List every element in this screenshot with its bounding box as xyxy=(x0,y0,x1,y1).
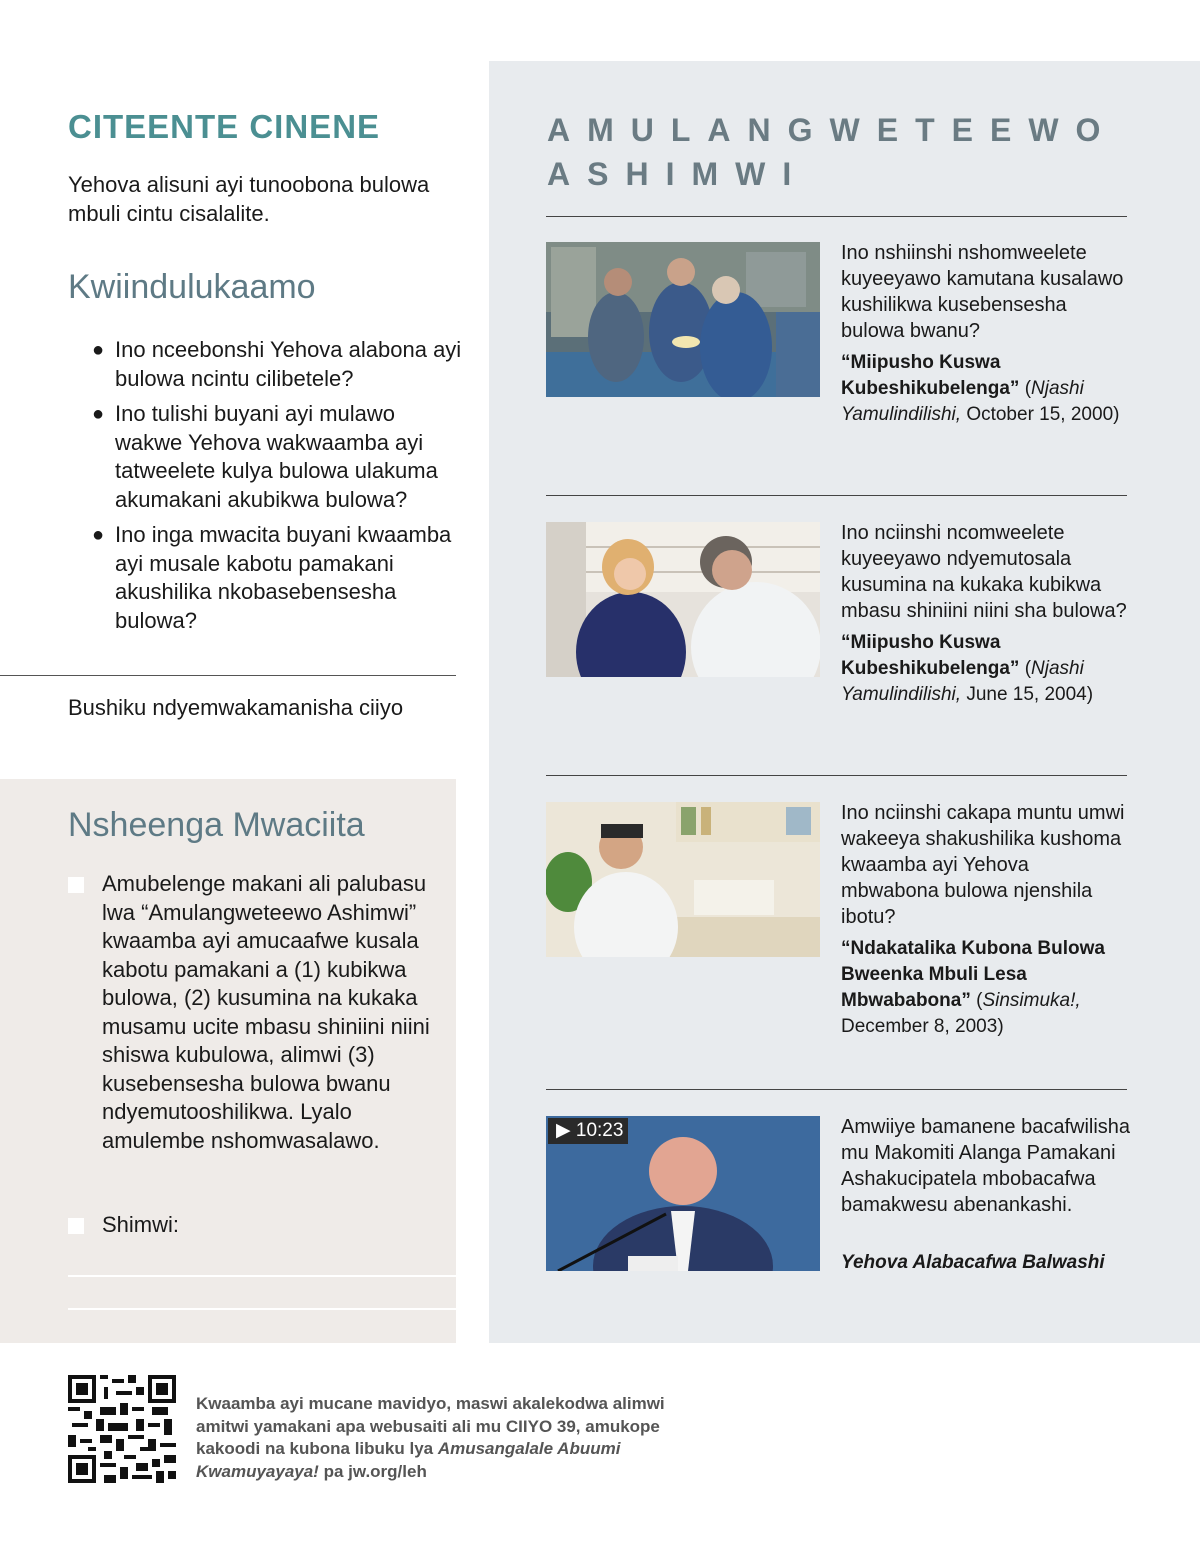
qr-code-icon[interactable] xyxy=(68,1375,176,1483)
writing-line[interactable] xyxy=(68,1308,456,1310)
list-item xyxy=(92,400,462,514)
checkbox[interactable] xyxy=(68,1218,84,1234)
writing-line[interactable] xyxy=(68,1275,456,1277)
ref-question: Amwiiye bamanene bacafwilisha mu Makomiti Alanga Pamakani Ashakucipatela mbobacafwa bamakwesu abenankashi. xyxy=(841,1116,1131,1216)
footer-note xyxy=(196,1393,696,1483)
divider xyxy=(546,1089,1127,1090)
ref-date: June 15, 2004) xyxy=(966,684,1094,705)
surgery-photo xyxy=(546,242,820,397)
ref-publication: Njashi Yamulindilishi, xyxy=(841,658,1084,705)
ref-source: “Miipusho Kuswa Kubeshikubelenga” (Njashi Yamulindilishi, June 15, 2004) xyxy=(841,632,1094,705)
goal-item xyxy=(68,870,438,1155)
review-questions xyxy=(92,336,462,642)
bullet-icon: ● xyxy=(92,524,105,546)
list-item xyxy=(92,336,462,393)
divider xyxy=(0,675,456,676)
divider xyxy=(546,216,1127,217)
summary-heading: CITEENTE CINENE xyxy=(68,108,381,145)
more-heading: AMULANGWETEEWO ASHIMWI xyxy=(547,112,1118,192)
checkbox[interactable] xyxy=(68,877,84,893)
divider xyxy=(546,775,1127,776)
completion-date-label: Bushiku ndyemwakamanisha ciiyo xyxy=(68,695,404,720)
goal-item-text: Shimwi: xyxy=(102,1212,180,1237)
ref-publication: Sinsimuka!, xyxy=(982,990,1081,1011)
ref-source: “Miipusho Kuswa Kubeshikubelenga” (Njashi Yamulindilishi, October 15, 2000) xyxy=(841,352,1120,425)
ref-title[interactable]: Yehova Alabacafwa Balwashi xyxy=(841,1252,1105,1273)
goal-item xyxy=(68,1211,438,1240)
ref-source: “Ndakatalika Kubona Bulowa Bweenka Mbuli Lesa Mbwababona” (Sinsimuka!, December 8, 2003) xyxy=(841,938,1105,1037)
ref-question: Ino nciinshi cakapa muntu umwi wakeeya shakushilika kushoma kwaamba ayi Yehova mbwabona bulowa njenshila ibotu? xyxy=(841,802,1125,928)
book-title: Amusangalale Abuumi Kwamuyayaya! xyxy=(196,1439,621,1481)
review-question: Ino inga mwacita buyani kwaamba ayi musale kabotu pamakani akushilika nkobasebensesha bulowa? xyxy=(115,522,452,633)
ref-title[interactable]: “Miipusho Kuswa Kubeshikubelenga” xyxy=(841,632,1020,679)
goal-heading: Nsheenga Mwaciita xyxy=(68,806,365,844)
ref-source xyxy=(841,1250,1131,1276)
review-question: Ino tulishi buyani ayi mulawo wakwe Yehova wakwaamba ayi tatweelete kulya bulowa ulakuma akumakani akubikwa bulowa? xyxy=(115,401,438,512)
doctor-desk-photo xyxy=(546,802,820,957)
ref-title[interactable]: “Ndakatalika Kubona Bulowa Bweenka Mbuli Lesa Mbwababona” xyxy=(841,938,1105,1011)
video-duration-badge[interactable]: ▶ 10:23 xyxy=(548,1118,628,1144)
bullet-icon: ● xyxy=(92,339,105,361)
doctor-consultation-photo xyxy=(546,522,820,677)
list-item xyxy=(92,521,462,635)
ref-question: Ino nciinshi ncomweelete kuyeeyawo ndyemutosala kusumina na kukaka kubikwa mbasu shiniini niini sha bulowa? xyxy=(841,522,1127,622)
footer-text: Kwaamba ayi mucane mavidyo, maswi akalekodwa alimwi amitwi yamakani apa webusaiti ali mu CIIYO 39, amukope kakoodi na kubona libuku lya xyxy=(196,1394,665,1458)
ref-question: Ino nshiinshi nshomweelete kuyeeyawo kamutana kusalawo kushilikwa kusebensesha bulowa bwanu? xyxy=(841,242,1124,342)
ref-date: December 8, 2003) xyxy=(841,1016,1004,1037)
divider xyxy=(546,495,1127,496)
summary-text: Yehova alisuni ayi tunoobona bulowa mbuli cintu cisalalite. xyxy=(68,172,430,226)
bullet-icon: ● xyxy=(92,403,105,425)
review-heading: Kwiindulukaamo xyxy=(68,268,316,306)
goal-item-text: Amubelenge makani ali palubasu lwa “Amulangweteewo Ashimwi” kwaamba ayi amucaafwe kusala kabotu pamakani a (1) kubikwa bulowa, (2) kusumina na kukaka musamu ucite mbasu shiniini niini shiswa kubulowa, alimwi (3) kusebensesha bulowa bwanu ndyemutooshilikwa. Lyalo amulembe nshomwasalawo. xyxy=(102,871,430,1153)
footer-link[interactable]: pa jw.org/leh xyxy=(318,1461,427,1481)
ref-title[interactable]: “Miipusho Kuswa Kubeshikubelenga” xyxy=(841,352,1020,399)
ref-date: October 15, 2000) xyxy=(966,404,1120,425)
review-question: Ino nceebonshi Yehova alabona ayi bulowa ncintu cilibetele? xyxy=(115,337,462,391)
ref-publication: Njashi Yamulindilishi, xyxy=(841,378,1084,425)
